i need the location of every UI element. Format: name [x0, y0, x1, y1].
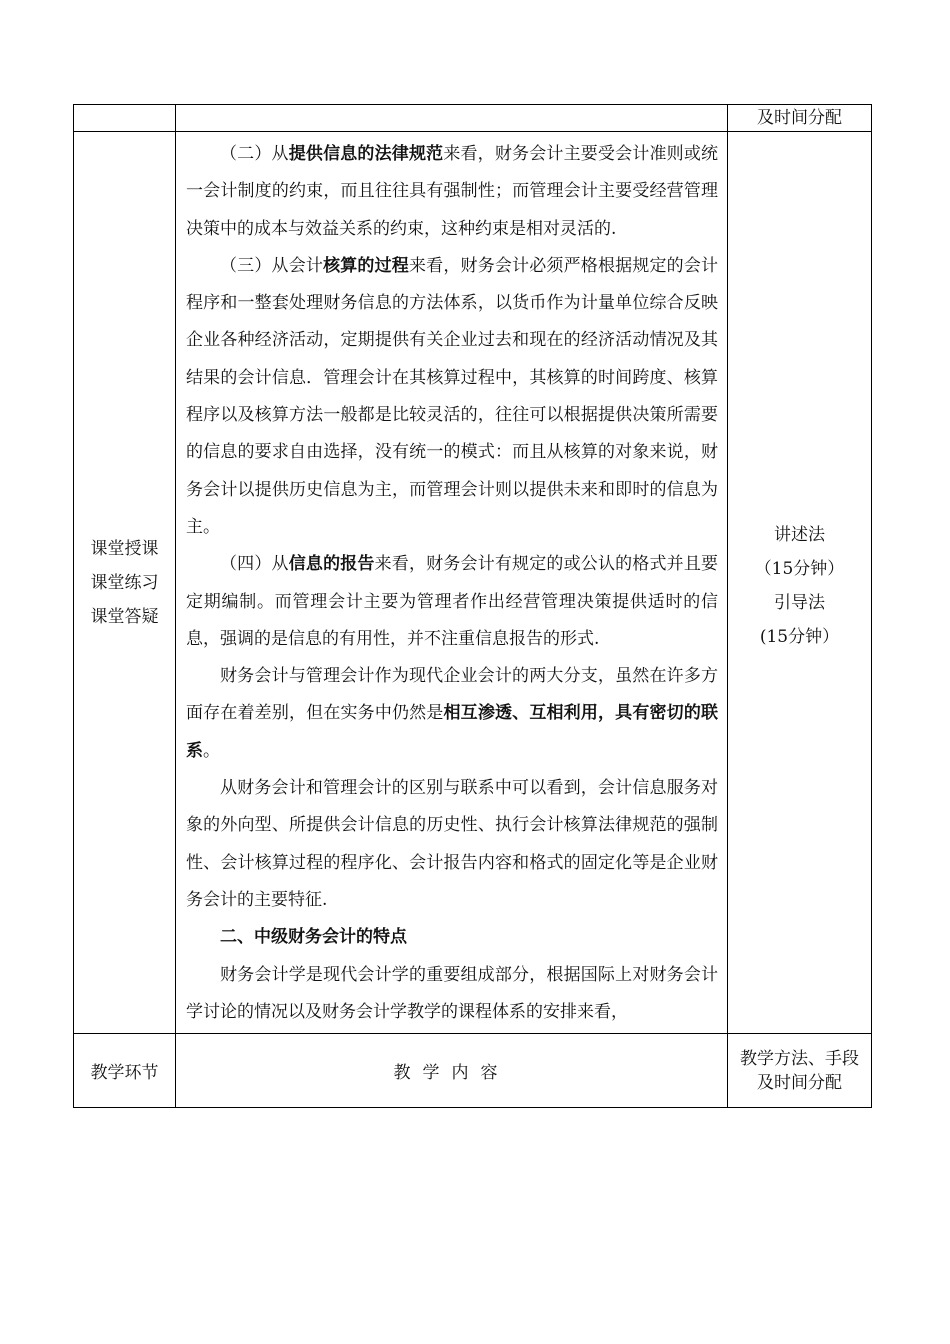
- footer-method-header: [728, 1034, 872, 1108]
- method-2: 引导法: [774, 592, 825, 613]
- paragraph-reporting: （四）从信息的报告来看，财务会计有规定的或公认的格式并且要定期编制。而管理会计主要为管理者作出经营管理决策提供适时的信息，强调的是信息的有用性，并不注重信息报告的形式.: [186, 554, 719, 649]
- stage-label-2: 课堂练习: [90, 572, 159, 593]
- paragraph-intro: 财务会计学是现代会计学的重要组成部分，根据国际上对财务会计学讨论的情况以及财务会计学教学的课程体系的安排来看，: [186, 964, 718, 1022]
- teaching-content-cell: [176, 132, 728, 1034]
- paragraph-legal-norms: （二）从提供信息的法律规范来看，财务会计主要受会计准则或统一会计制度的约束，而且往往具有强制性；而管理会计主要受经营管理决策中的成本与效益关系的约束，这种约束是相对灵活的.: [186, 144, 719, 239]
- methods-cell: [728, 132, 872, 1034]
- top-middle-cell: [176, 105, 728, 132]
- method-1-time: （15分钟）: [754, 558, 845, 579]
- teaching-stage-cell: [74, 132, 176, 1034]
- footer-content-header: 教学内容: [176, 1034, 728, 1108]
- time-allocation-header: 及时间分配: [728, 105, 872, 132]
- method-2-time: (15分钟）: [759, 626, 840, 647]
- stage-label-3: 课堂答疑: [90, 606, 159, 627]
- footer-method-line1: 教学方法、手段: [740, 1048, 859, 1069]
- top-row: [74, 105, 872, 132]
- method-1: 讲述法: [774, 524, 825, 545]
- footer-row: [74, 1034, 872, 1108]
- paragraph-accounting-process: （三）从会计核算的过程来看，财务会计必须严格根据规定的会计程序和一整套处理财务信息的方法体系，以货币作为计量单位综合反映企业各种经济活动，定期提供有关企业过去和现在的经济活动情况及其结果的会计信息．管理会计在其核算过程中，其核算的时间跨度、核算程序以及核算方法一般都是比较灵活的，往往可以根据提供决策所需要的信息的要求自由选择，没有统一的模式：而且从核算的对象来说，财务会计以提供历史信息为主，而管理会计则以提供未来和即时的信息为主。: [186, 255, 719, 537]
- top-left-cell: [74, 105, 176, 132]
- lesson-plan-table: [73, 104, 872, 1108]
- paragraph-features-summary: 从财务会计和管理会计的区别与联系中可以看到，会计信息服务对象的外向型、所提供会计信息的历史性、执行会计核算法律规范的强制性、会计核算过程的程序化、会计报告内容和格式的固定化等是企业财务会计的主要特征.: [186, 778, 718, 910]
- footer-method-line2: 及时间分配: [757, 1072, 842, 1093]
- stage-label-1: 课堂授课: [90, 538, 159, 559]
- footer-stage-header: 教学环节: [74, 1034, 176, 1108]
- main-row: [74, 132, 872, 1034]
- section-heading: 二、中级财务会计的特点: [220, 927, 407, 948]
- paragraph-relationship: 财务会计与管理会计作为现代企业会计的两大分支，虽然在许多方面存在着差别，但在实务中仍然是相互渗透、互相利用，具有密切的联系。: [186, 666, 718, 761]
